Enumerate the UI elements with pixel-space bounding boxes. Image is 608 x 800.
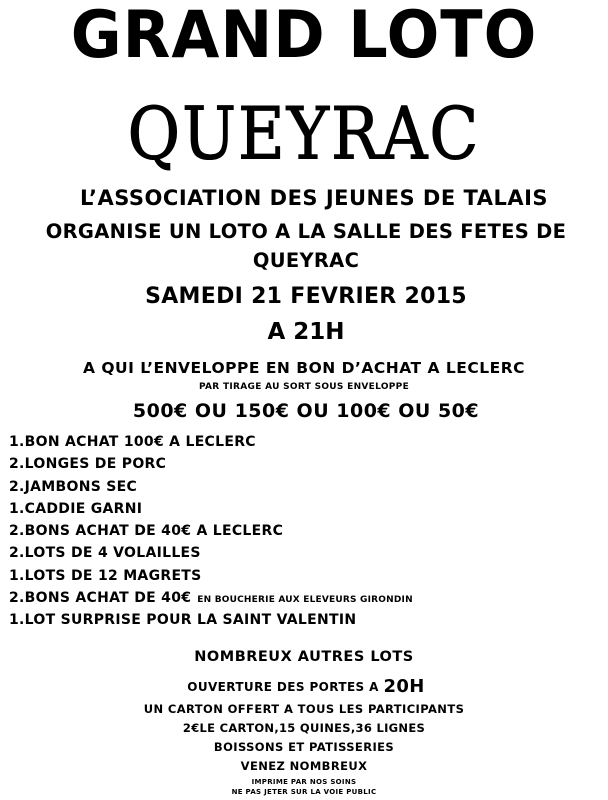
organise-line-1: ORGANISE UN LOTO A LA SALLE DES FETES DE [45,220,567,243]
prize-item [9,609,413,631]
envelope-headline: A QUI L’ENVELOPPE EN BON D’ACHAT A LECLERC [82,359,526,377]
prize-list [9,431,413,632]
prize-text: 2.BONS ACHAT DE 40€ A LECLERC [9,523,284,540]
prize-text: 1.LOT SURPRISE POUR LA SAINT VALENTIN [9,612,357,629]
flyer-title: GRAND LOTO [70,0,538,73]
prize-text: 2.LOTS DE 4 VOLAILLES [9,545,201,562]
prize-text: 1.CADDIE GARNI [9,500,143,517]
prize-text: 2.BONS ACHAT DE 40€ [9,590,192,607]
prize-item [9,520,413,542]
envelope-amounts: 500€ OU 150€ OU 100€ OU 50€ [132,400,480,422]
event-date: SAMEDI 21 FEVRIER 2015 [145,284,467,309]
doors-open-line [2,678,608,696]
prize-item [9,476,413,498]
doors-open-time: 20H [383,676,425,697]
do-not-litter-line: NE PAS JETER SUR LA VOIE PUBLIC [231,788,377,796]
association-line: L’ASSOCIATION DES JEUNES DE TALAIS [79,186,549,210]
card-price-line: 2€LE CARTON,15 QUINES,36 LIGNES [182,721,426,735]
prize-item [9,587,413,609]
prize-item [9,453,413,475]
prize-text: 2.JAMBONS SEC [9,478,138,495]
prize-text: 1.LOTS DE 12 MAGRETS [9,567,202,584]
prize-item [9,565,413,587]
prize-item [9,498,413,520]
other-prizes-heading: NOMBREUX AUTRES LOTS [194,649,414,665]
refreshments-line: BOISSONS ET PATISSERIES [213,740,395,754]
doors-open-label: OUVERTURE DES PORTES A [187,680,379,694]
organise-line-2: QUEYRAC [252,249,360,272]
invitation-line: VENEZ NOMBREUX [240,759,368,773]
prize-note: EN BOUCHERIE AUX ELEVEURS GIRONDIN [197,595,413,606]
free-card-line: UN CARTON OFFERT A TOUS LES PARTICIPANTS [143,702,465,716]
prize-text: 2.LONGES DE PORC [9,456,167,473]
town-heading: QUEYRAC [127,93,481,177]
prize-text: 1.BON ACHAT 100€ A LECLERC [9,434,256,450]
printed-by-line: IMPRIME PAR NOS SOINS [251,778,357,786]
prize-item [9,431,413,453]
envelope-subtext: PAR TIRAGE AU SORT SOUS ENVELOPPE [198,382,410,392]
event-time: A 21H [267,319,345,345]
prize-item [9,542,413,564]
